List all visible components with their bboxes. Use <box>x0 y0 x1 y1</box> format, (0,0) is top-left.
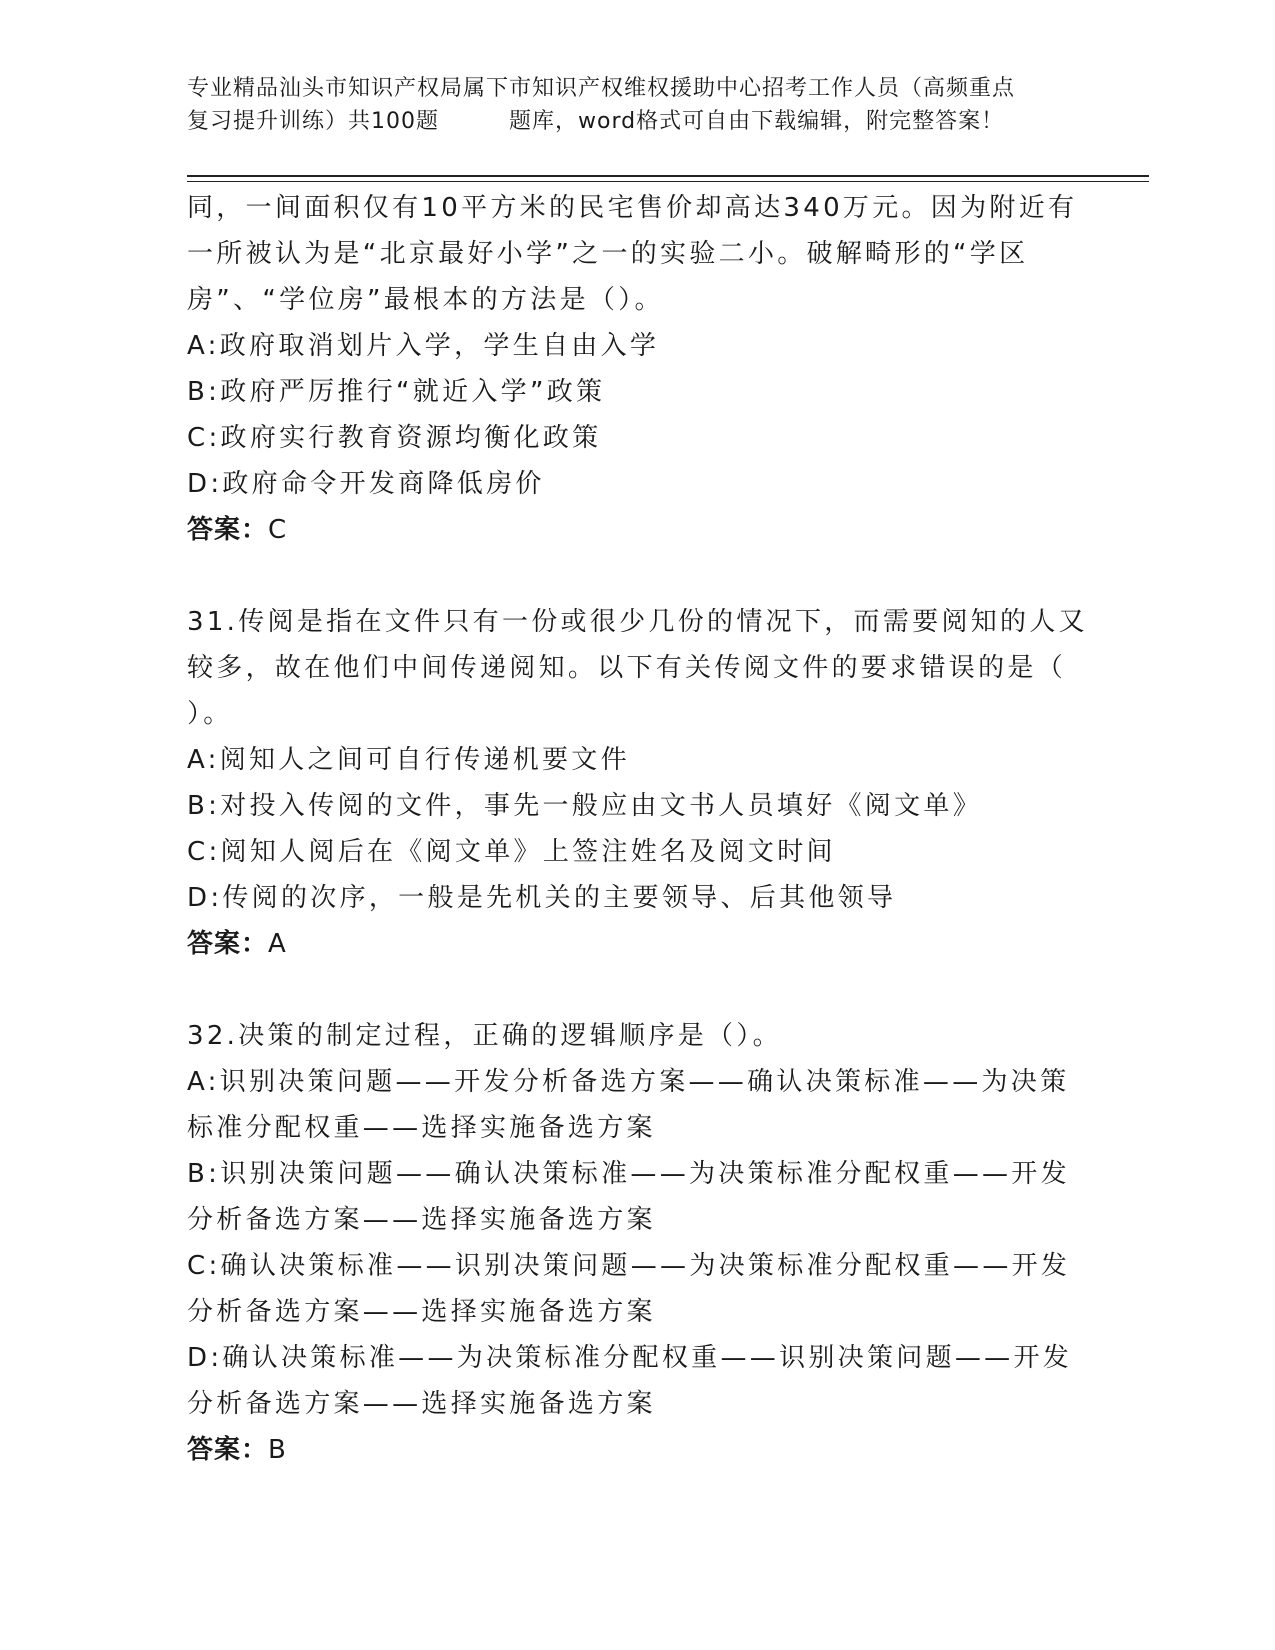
page-header <box>187 72 1087 138</box>
document-body <box>187 185 1087 1473</box>
option-d: D:传阅的次序，一般是先机关的主要领导、后其他领导 <box>187 883 897 913</box>
header-line-2-left: 复习提升训练）共100题 <box>187 109 439 134</box>
question-continued <box>187 185 1087 553</box>
answer-line <box>187 1427 1087 1473</box>
answer-label: 答案： <box>187 929 269 959</box>
option-b: B:识别决策问题——确认决策标准——为决策标准分配权重——开发 <box>187 1159 1070 1189</box>
option-a: A:政府取消划片入学，学生自由入学 <box>187 331 660 361</box>
option-c: C:确认决策标准——识别决策问题——为决策标准分配权重——开发 <box>187 1251 1071 1281</box>
question-text-line: 同，一间面积仅有10平方米的民宅售价却高达340万元。因为附近有 <box>187 193 1078 223</box>
option-c-continued: 分析备选方案——选择实施备选方案 <box>187 1297 656 1327</box>
header-line-1: 专业精品汕头市知识产权局属下市知识产权维权援助中心招考工作人员（高频重点 <box>187 76 1016 101</box>
option-d: D:确认决策标准——为决策标准分配权重——识别决策问题——开发 <box>187 1343 1073 1373</box>
question-text-line: 31.传阅是指在文件只有一份或很少几份的情况下，而需要阅知的人又 <box>187 607 1088 637</box>
option-d-continued: 分析备选方案——选择实施备选方案 <box>187 1389 656 1419</box>
question-text-line: 一所被认为是“北京最好小学”之一的实验二小。破解畸形的“学区 <box>187 239 1029 269</box>
answer-line <box>187 921 1087 967</box>
option-c: C:政府实行教育资源均衡化政策 <box>187 423 602 453</box>
header-divider-thin <box>187 181 1149 182</box>
answer-value: C <box>268 515 288 545</box>
answer-label: 答案： <box>187 1435 269 1465</box>
question-text-line: 32.决策的制定过程，正确的逻辑顺序是（）。 <box>187 1021 782 1051</box>
option-b: B:对投入传阅的文件，事先一般应由文书人员填好《阅文单》 <box>187 791 982 821</box>
option-a: A:识别决策问题——开发分析备选方案——确认决策标准——为决策 <box>187 1067 1070 1097</box>
header-divider <box>187 175 1149 177</box>
answer-label: 答案： <box>187 515 269 545</box>
answer-value: A <box>268 929 287 959</box>
header-line-2 <box>187 105 1087 138</box>
option-a: A:阅知人之间可自行传递机要文件 <box>187 745 630 775</box>
question-32 <box>187 1013 1087 1473</box>
option-c: C:阅知人阅后在《阅文单》上签注姓名及阅文时间 <box>187 837 836 867</box>
option-b-continued: 分析备选方案——选择实施备选方案 <box>187 1205 656 1235</box>
answer-value: B <box>268 1435 287 1465</box>
question-text-line: 房”、“学位房”最根本的方法是（）。 <box>187 285 664 315</box>
question-text-line: 较多，故在他们中间传递阅知。以下有关传阅文件的要求错误的是（ <box>187 653 1067 683</box>
option-a-continued: 标准分配权重——选择实施备选方案 <box>187 1113 656 1143</box>
question-text-line: ）。 <box>187 699 233 729</box>
question-31 <box>187 599 1087 967</box>
header-line-2-right: 题库，word格式可自由下载编辑，附完整答案！ <box>509 109 1005 134</box>
option-d: D:政府命令开发商降低房价 <box>187 469 545 499</box>
answer-line <box>187 507 1087 553</box>
option-b: B:政府严厉推行“就近入学”政策 <box>187 377 606 407</box>
